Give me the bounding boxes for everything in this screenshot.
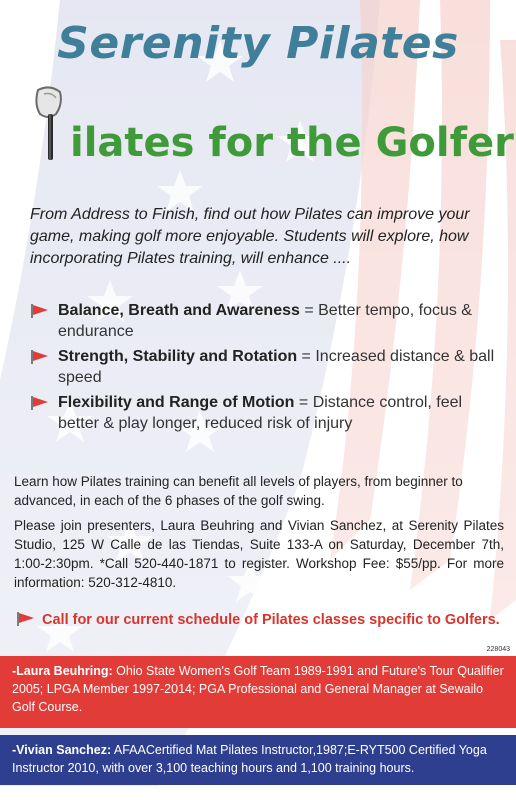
benefit-desc: = Better tempo, focus & endurance bbox=[58, 302, 472, 340]
benefit-title: Strength, Stability and Rotation bbox=[58, 348, 298, 365]
benefit-title: Balance, Breath and Awareness bbox=[58, 302, 300, 319]
benefit-title: Flexibility and Range of Motion bbox=[58, 394, 295, 411]
page-title: Serenity Pilates bbox=[57, 18, 459, 69]
bio-name: -Laura Beuhring: bbox=[12, 664, 113, 678]
benefit-item bbox=[30, 300, 496, 342]
subtitle: ilates for the Golfer bbox=[70, 120, 514, 166]
flag-bullet-icon bbox=[30, 396, 50, 410]
intro-text: From Address to Finish, find out how Pilates can improve your game, making golf more enjoyable. Students will explore, how incorporating Pilates training, will enhance .... bbox=[30, 206, 470, 267]
bio-laura bbox=[0, 656, 516, 728]
details-section bbox=[14, 472, 504, 598]
benefit-item bbox=[30, 346, 496, 388]
bio-text: Ohio State Women's Golf Team 1989-1991 and Future's Tour Qualifier 2005; LPGA Member 1997-2014; PGA Professional and General Manager at Sewailo Golf Course. bbox=[12, 664, 504, 714]
benefit-item bbox=[30, 392, 496, 434]
golf-club-icon bbox=[30, 84, 66, 164]
flag-bullet-icon bbox=[30, 350, 50, 364]
bio-text: AFAACertified Mat Pilates Instructor,1987;E-RYT500 Certified Yoga Instructor 2010, with over 3,100 teaching hours and 1,100 training hours. bbox=[12, 743, 487, 775]
call-to-action bbox=[16, 612, 506, 628]
flag-bullet-icon bbox=[16, 612, 36, 626]
benefits-list bbox=[30, 300, 496, 438]
bio-name: -Vivian Sanchez: bbox=[12, 743, 112, 757]
ad-code: 228043 bbox=[486, 646, 510, 653]
bottom-margin bbox=[0, 786, 516, 800]
flag-bullet-icon bbox=[30, 304, 50, 318]
cta-text: Call for our current schedule of Pilates classes specific to Golfers. bbox=[42, 612, 500, 628]
benefit-desc: = Increased distance & ball speed bbox=[58, 348, 495, 386]
benefit-desc: = Distance control, feel better & play longer, reduced risk of injury bbox=[58, 394, 463, 432]
details-paragraph-levels: Learn how Pilates training can benefit all levels of players, from beginner to advanced, in each of the 6 phases of the golf swing. bbox=[14, 474, 463, 508]
details-paragraph-workshop: Please join presenters, Laura Beuhring and Vivian Sanchez, at Serenity Pilates Studio, 125 W Calle de las Tiendas, Suite 133-A on Saturday, December 7th, 1:00-2:30pm. *Call 520-440-1871 to register. Workshop Fee: $55/pp. For more information: 520-312-4810. bbox=[14, 518, 504, 590]
bio-vivian bbox=[0, 735, 516, 785]
